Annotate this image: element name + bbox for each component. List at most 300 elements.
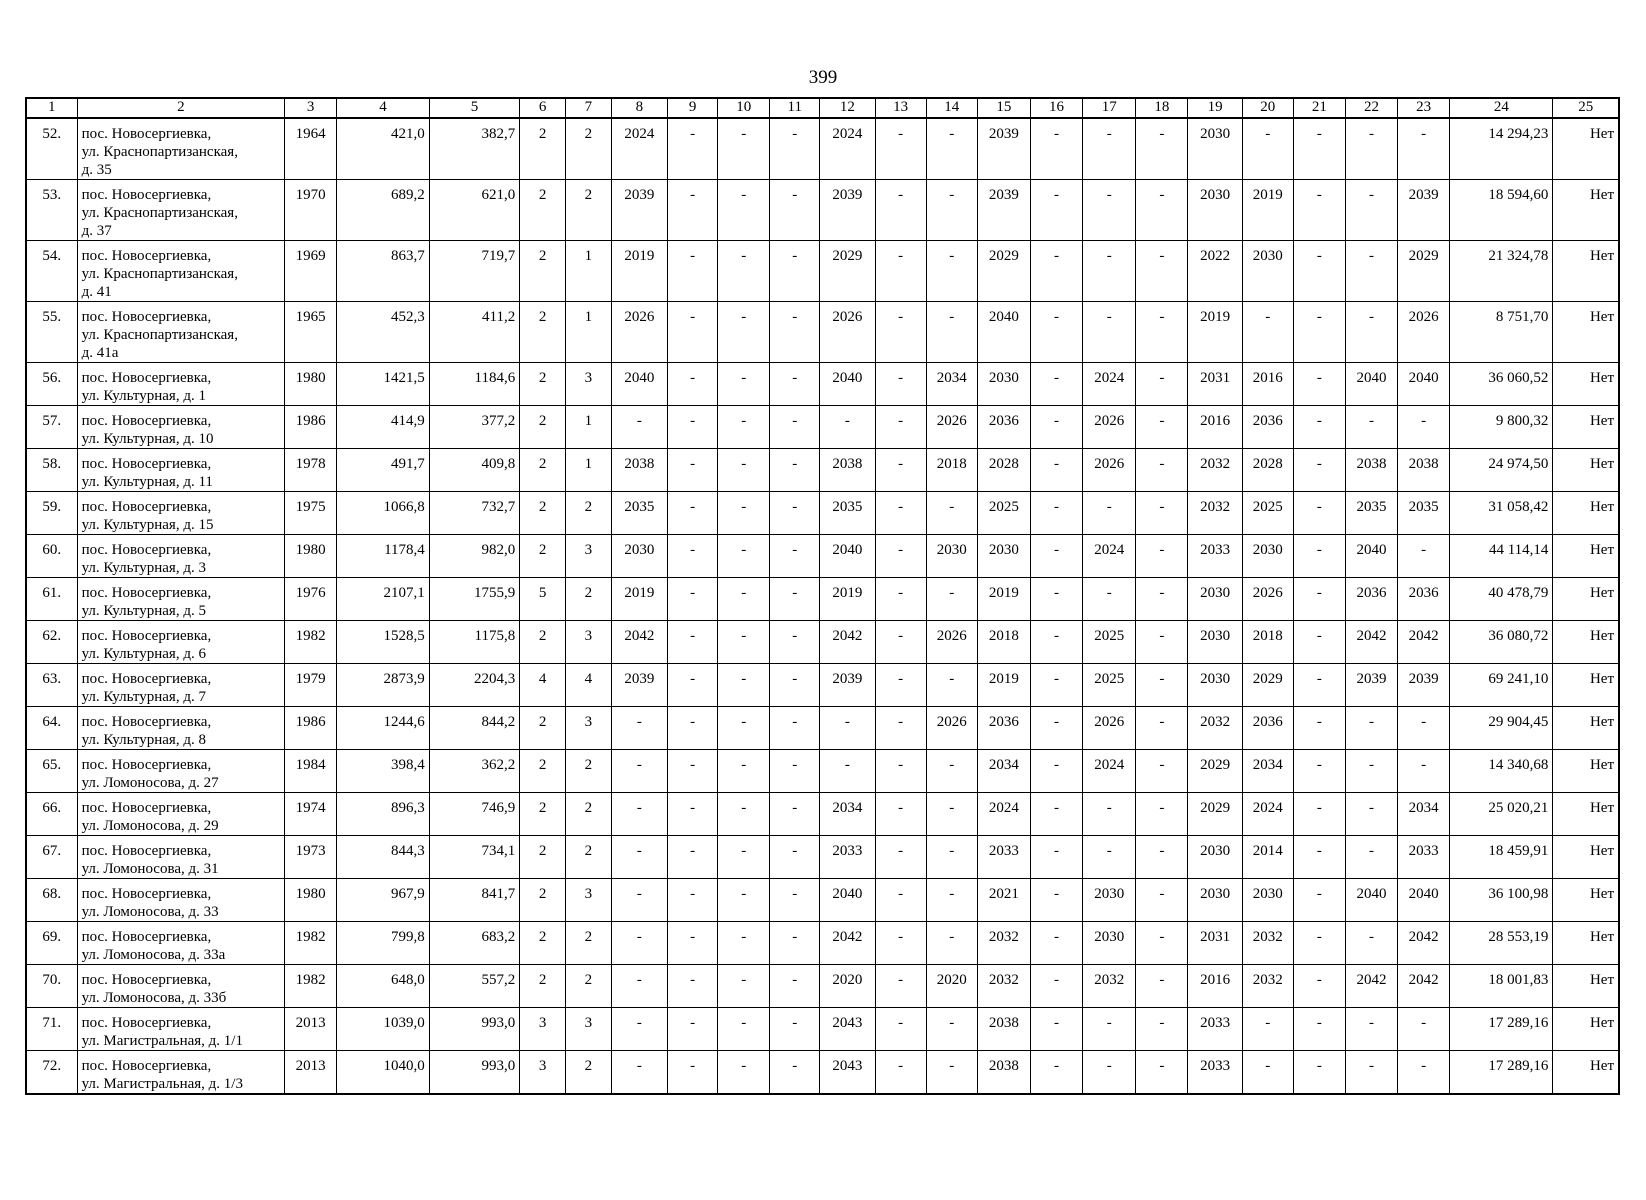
table-row	[26, 1008, 1619, 1051]
address-line: пос. Новосергиевка,	[81, 929, 212, 945]
column-number-20: 20	[1242, 98, 1293, 118]
table-cell: 2030	[1188, 879, 1242, 922]
table-cell: 2019	[611, 241, 667, 302]
address-cell	[77, 621, 285, 664]
row-number-cell: 66.	[26, 793, 77, 836]
table-cell: 2026	[1242, 578, 1293, 621]
table-cell: 2036	[1242, 406, 1293, 449]
table-cell: 1	[565, 241, 611, 302]
table-cell: 2016	[1242, 363, 1293, 406]
table-cell: 28 553,19	[1450, 922, 1553, 965]
table-cell: -	[1136, 535, 1188, 578]
row-number-cell: 53.	[26, 180, 77, 241]
table-cell: -	[770, 664, 820, 707]
table-cell: 1528,5	[337, 621, 430, 664]
table-cell: -	[718, 302, 770, 363]
table-cell: -	[926, 302, 977, 363]
table-cell: -	[875, 621, 926, 664]
table-cell: -	[770, 302, 820, 363]
table-cell: 2033	[1398, 836, 1450, 879]
column-number-1: 1	[26, 98, 77, 118]
table-cell: 2021	[977, 879, 1030, 922]
table-cell: 18 459,91	[1450, 836, 1553, 879]
table-cell: Нет	[1553, 492, 1619, 535]
row-number-cell: 52.	[26, 118, 77, 180]
table-cell: 1970	[285, 180, 337, 241]
table-cell: -	[1136, 922, 1188, 965]
table-cell: -	[668, 406, 718, 449]
table-cell: 2032	[977, 922, 1030, 965]
table-cell: -	[1293, 241, 1345, 302]
address-cell	[77, 664, 285, 707]
table-row	[26, 1051, 1619, 1095]
table-cell: -	[1345, 406, 1397, 449]
table-cell: -	[1293, 535, 1345, 578]
table-cell: 2	[520, 180, 566, 241]
table-cell: -	[770, 879, 820, 922]
table-cell: -	[820, 707, 875, 750]
table-cell: -	[611, 879, 667, 922]
table-cell: 844,2	[429, 707, 519, 750]
table-cell: -	[668, 492, 718, 535]
table-cell: 2032	[1188, 707, 1242, 750]
table-cell: 2036	[977, 406, 1030, 449]
table-cell: 2040	[1398, 879, 1450, 922]
table-cell: 1184,6	[429, 363, 519, 406]
table-cell: -	[1030, 406, 1082, 449]
table-cell: -	[668, 1051, 718, 1095]
table-cell: 799,8	[337, 922, 430, 965]
table-cell: 2042	[820, 922, 875, 965]
address-line: ул. Магистральная, д. 1/3	[81, 1076, 243, 1092]
table-cell: -	[926, 922, 977, 965]
table-cell: -	[875, 492, 926, 535]
table-cell: 2	[520, 241, 566, 302]
table-cell: 1986	[285, 406, 337, 449]
table-cell: 1040,0	[337, 1051, 430, 1095]
table-cell: -	[718, 707, 770, 750]
table-cell: -	[1083, 1008, 1136, 1051]
table-cell: 1986	[285, 707, 337, 750]
table-cell: 2042	[820, 621, 875, 664]
table-cell: 2035	[1345, 492, 1397, 535]
table-cell: 2026	[611, 302, 667, 363]
table-cell: Нет	[1553, 750, 1619, 793]
column-number-2: 2	[77, 98, 285, 118]
table-cell: 2025	[1083, 621, 1136, 664]
table-cell: 9 800,32	[1450, 406, 1553, 449]
table-cell: 621,0	[429, 180, 519, 241]
table-cell: 1969	[285, 241, 337, 302]
table-cell: 2039	[1398, 664, 1450, 707]
column-number-14: 14	[926, 98, 977, 118]
table-cell: 2024	[820, 118, 875, 180]
table-cell: 2040	[1345, 535, 1397, 578]
table-cell: -	[875, 707, 926, 750]
table-cell: 2033	[820, 836, 875, 879]
address-cell	[77, 241, 285, 302]
table-cell: 841,7	[429, 879, 519, 922]
table-cell: -	[718, 879, 770, 922]
table-cell: -	[1345, 750, 1397, 793]
table-cell: -	[718, 363, 770, 406]
table-cell: 2019	[820, 578, 875, 621]
table-cell: -	[875, 535, 926, 578]
table-cell: -	[1136, 793, 1188, 836]
table-cell: -	[875, 406, 926, 449]
table-cell: 2204,3	[429, 664, 519, 707]
table-cell: 967,9	[337, 879, 430, 922]
table-row	[26, 922, 1619, 965]
address-line: ул. Краснопартизанская,	[81, 144, 238, 160]
table-cell: -	[718, 1051, 770, 1095]
table-cell: 2029	[1188, 793, 1242, 836]
table-cell: -	[1083, 180, 1136, 241]
address-line: пос. Новосергиевка,	[81, 886, 212, 902]
table-cell: 2039	[977, 180, 1030, 241]
table-cell: 2025	[1242, 492, 1293, 535]
table-cell: 2	[520, 406, 566, 449]
table-row	[26, 406, 1619, 449]
table-cell: 2030	[977, 363, 1030, 406]
table-cell: 2040	[611, 363, 667, 406]
table-cell: 2029	[1242, 664, 1293, 707]
table-cell: -	[668, 965, 718, 1008]
table-cell: 2043	[820, 1051, 875, 1095]
table-cell: -	[1398, 1008, 1450, 1051]
table-cell: -	[611, 750, 667, 793]
address-line: пос. Новосергиевка,	[81, 972, 212, 988]
table-cell: -	[875, 180, 926, 241]
table-cell: -	[1345, 707, 1397, 750]
table-cell: -	[926, 492, 977, 535]
address-line: пос. Новосергиевка,	[81, 456, 212, 472]
address-cell	[77, 449, 285, 492]
table-cell: 2034	[1398, 793, 1450, 836]
address-cell	[77, 406, 285, 449]
table-cell: -	[770, 406, 820, 449]
table-cell: -	[718, 793, 770, 836]
table-cell: 2025	[1083, 664, 1136, 707]
table-cell: 3	[565, 1008, 611, 1051]
table-cell: 648,0	[337, 965, 430, 1008]
address-line: ул. Ломоносова, д. 33б	[81, 990, 227, 1006]
table-cell: 5	[520, 578, 566, 621]
table-cell: -	[875, 302, 926, 363]
table-cell: 2038	[977, 1051, 1030, 1095]
table-cell: Нет	[1553, 965, 1619, 1008]
table-cell: 2043	[820, 1008, 875, 1051]
table-cell: -	[1136, 302, 1188, 363]
row-number-cell: 54.	[26, 241, 77, 302]
column-number-17: 17	[1083, 98, 1136, 118]
table-cell: 2	[520, 750, 566, 793]
column-number-row	[26, 98, 1619, 118]
table-cell: -	[1136, 180, 1188, 241]
address-cell	[77, 707, 285, 750]
table-cell: 1964	[285, 118, 337, 180]
table-cell: 2	[520, 879, 566, 922]
table-cell: 2025	[977, 492, 1030, 535]
table-row	[26, 449, 1619, 492]
table-cell: -	[668, 578, 718, 621]
table-cell: -	[1136, 836, 1188, 879]
table-cell: -	[1345, 180, 1397, 241]
table-cell: 2039	[977, 118, 1030, 180]
table-row	[26, 836, 1619, 879]
table-cell: 3	[565, 535, 611, 578]
table-cell: 2	[520, 707, 566, 750]
table-cell: -	[1030, 578, 1082, 621]
table-row	[26, 118, 1619, 180]
table-cell: 2029	[1188, 750, 1242, 793]
table-cell: -	[611, 406, 667, 449]
table-cell: 2039	[611, 664, 667, 707]
table-cell: -	[926, 664, 977, 707]
table-cell: 362,2	[429, 750, 519, 793]
table-cell: -	[1293, 492, 1345, 535]
table-cell: -	[875, 965, 926, 1008]
table-cell: -	[1030, 118, 1082, 180]
table-cell: -	[1136, 750, 1188, 793]
table-cell: 2026	[1083, 406, 1136, 449]
table-cell: -	[926, 750, 977, 793]
table-cell: Нет	[1553, 449, 1619, 492]
table-cell: -	[770, 449, 820, 492]
table-cell: -	[926, 241, 977, 302]
table-cell: 2018	[1242, 621, 1293, 664]
address-cell	[77, 965, 285, 1008]
table-cell: 2042	[1345, 965, 1397, 1008]
column-number-5: 5	[429, 98, 519, 118]
address-cell	[77, 492, 285, 535]
table-cell: 2026	[926, 406, 977, 449]
row-number-cell: 58.	[26, 449, 77, 492]
table-cell: -	[1242, 1008, 1293, 1051]
table-cell: 2030	[1083, 879, 1136, 922]
address-line: ул. Магистральная, д. 1/1	[81, 1033, 243, 1049]
table-cell: 377,2	[429, 406, 519, 449]
table-cell: 2042	[1398, 922, 1450, 965]
table-cell: -	[1083, 241, 1136, 302]
table-cell: -	[875, 879, 926, 922]
address-line: пос. Новосергиевка,	[81, 248, 212, 264]
table-cell: 2032	[1083, 965, 1136, 1008]
table-cell: 2	[565, 118, 611, 180]
table-cell: -	[718, 406, 770, 449]
page-number: 399	[808, 67, 838, 88]
table-cell: -	[770, 922, 820, 965]
address-line: пос. Новосергиевка,	[81, 628, 212, 644]
table-cell: -	[1293, 363, 1345, 406]
table-cell: 36 080,72	[1450, 621, 1553, 664]
address-cell	[77, 578, 285, 621]
table-cell: -	[611, 1008, 667, 1051]
table-cell: -	[1293, 793, 1345, 836]
table-cell: 1982	[285, 621, 337, 664]
table-cell: -	[770, 535, 820, 578]
table-cell: -	[875, 922, 926, 965]
table-cell: 1965	[285, 302, 337, 363]
address-line: пос. Новосергиевка,	[81, 1058, 212, 1074]
table-cell: -	[1030, 492, 1082, 535]
table-cell: -	[1345, 1051, 1397, 1095]
table-cell: 2016	[1188, 406, 1242, 449]
table-cell: 2030	[1242, 241, 1293, 302]
table-cell: 2039	[1345, 664, 1397, 707]
row-number-cell: 56.	[26, 363, 77, 406]
table-cell: 17 289,16	[1450, 1008, 1553, 1051]
table-cell: -	[668, 241, 718, 302]
table-cell: -	[820, 406, 875, 449]
table-cell: -	[668, 621, 718, 664]
table-cell: -	[875, 836, 926, 879]
table-cell: -	[1345, 1008, 1397, 1051]
table-cell: 993,0	[429, 1008, 519, 1051]
table-cell: -	[1083, 492, 1136, 535]
table-cell: 2020	[820, 965, 875, 1008]
table-cell: 25 020,21	[1450, 793, 1553, 836]
row-number-cell: 65.	[26, 750, 77, 793]
table-cell: 2038	[1345, 449, 1397, 492]
table-cell: 3	[565, 621, 611, 664]
table-cell: 2040	[977, 302, 1030, 363]
table-cell: 2026	[926, 621, 977, 664]
table-cell: 2029	[820, 241, 875, 302]
table-cell: 2026	[926, 707, 977, 750]
table-cell: Нет	[1553, 621, 1619, 664]
table-cell: -	[1293, 118, 1345, 180]
table-cell: 2042	[1345, 621, 1397, 664]
table-cell: 2	[565, 1051, 611, 1095]
table-cell: 40 478,79	[1450, 578, 1553, 621]
table-cell: -	[1345, 922, 1397, 965]
row-number-cell: 70.	[26, 965, 77, 1008]
table-cell: 2030	[1188, 836, 1242, 879]
table-cell: 2	[565, 793, 611, 836]
row-number-cell: 59.	[26, 492, 77, 535]
table-cell: -	[1030, 180, 1082, 241]
table-cell: 18 594,60	[1450, 180, 1553, 241]
table-cell: Нет	[1553, 118, 1619, 180]
table-cell: Нет	[1553, 180, 1619, 241]
table-cell: 2028	[977, 449, 1030, 492]
table-row	[26, 750, 1619, 793]
table-cell: Нет	[1553, 1008, 1619, 1051]
column-number-11: 11	[770, 98, 820, 118]
table-cell: -	[875, 750, 926, 793]
table-cell: 2034	[977, 750, 1030, 793]
table-cell: 2040	[820, 363, 875, 406]
table-cell: 2026	[820, 302, 875, 363]
column-number-7: 7	[565, 98, 611, 118]
table-cell: Нет	[1553, 836, 1619, 879]
table-cell: 2024	[1242, 793, 1293, 836]
table-cell: -	[668, 180, 718, 241]
table-cell: -	[1136, 1008, 1188, 1051]
address-cell	[77, 302, 285, 363]
table-cell: -	[668, 922, 718, 965]
table-cell: -	[718, 535, 770, 578]
table-cell: 1	[565, 406, 611, 449]
table-cell: 2019	[1242, 180, 1293, 241]
table-cell: -	[668, 363, 718, 406]
row-number-cell: 71.	[26, 1008, 77, 1051]
table-cell: 2032	[1188, 492, 1242, 535]
column-number-21: 21	[1293, 98, 1345, 118]
table-cell: 17 289,16	[1450, 1051, 1553, 1095]
table-cell: -	[820, 750, 875, 793]
table-cell: 2036	[977, 707, 1030, 750]
row-number-cell: 61.	[26, 578, 77, 621]
table-cell: 2040	[1345, 363, 1397, 406]
table-cell: -	[718, 180, 770, 241]
table-cell: 2031	[1188, 363, 1242, 406]
table-cell: -	[1345, 793, 1397, 836]
table-cell: 18 001,83	[1450, 965, 1553, 1008]
row-number-cell: 55.	[26, 302, 77, 363]
table-cell: -	[1345, 241, 1397, 302]
table-cell: 36 100,98	[1450, 879, 1553, 922]
table-cell: 3	[565, 363, 611, 406]
table-cell: 1980	[285, 363, 337, 406]
table-cell: -	[1083, 793, 1136, 836]
table-cell: 2	[565, 922, 611, 965]
table-cell: 2038	[611, 449, 667, 492]
column-number-15: 15	[977, 98, 1030, 118]
table-cell: -	[1030, 1051, 1082, 1095]
table-cell: 2030	[1188, 118, 1242, 180]
row-number-cell: 62.	[26, 621, 77, 664]
table-cell: 398,4	[337, 750, 430, 793]
table-cell: Нет	[1553, 793, 1619, 836]
table-cell: 993,0	[429, 1051, 519, 1095]
table-cell: -	[770, 492, 820, 535]
table-cell: -	[1136, 965, 1188, 1008]
address-line: ул. Культурная, д. 1	[81, 388, 206, 404]
address-line: пос. Новосергиевка,	[81, 542, 212, 558]
table-cell: -	[875, 241, 926, 302]
table-cell: 382,7	[429, 118, 519, 180]
table-cell: -	[1398, 1051, 1450, 1095]
table-row	[26, 363, 1619, 406]
table-cell: 1421,5	[337, 363, 430, 406]
table-cell: 2030	[1188, 621, 1242, 664]
table-cell: 2019	[977, 578, 1030, 621]
table-cell: -	[1242, 118, 1293, 180]
table-cell: 2	[520, 449, 566, 492]
table-cell: -	[1030, 241, 1082, 302]
table-cell: -	[668, 879, 718, 922]
table-cell: -	[770, 363, 820, 406]
table-cell: -	[1083, 578, 1136, 621]
table-cell: -	[770, 965, 820, 1008]
table-cell: 734,1	[429, 836, 519, 879]
table-cell: -	[1242, 1051, 1293, 1095]
address-line: пос. Новосергиевка,	[81, 309, 212, 325]
table-cell: -	[718, 578, 770, 621]
table-cell: 2034	[820, 793, 875, 836]
table-cell: 1982	[285, 965, 337, 1008]
table-row	[26, 492, 1619, 535]
column-number-6: 6	[520, 98, 566, 118]
table-row	[26, 621, 1619, 664]
address-cell	[77, 118, 285, 180]
table-cell: 1975	[285, 492, 337, 535]
table-cell: -	[1293, 707, 1345, 750]
table-cell: 29 904,45	[1450, 707, 1553, 750]
table-cell: -	[1293, 879, 1345, 922]
